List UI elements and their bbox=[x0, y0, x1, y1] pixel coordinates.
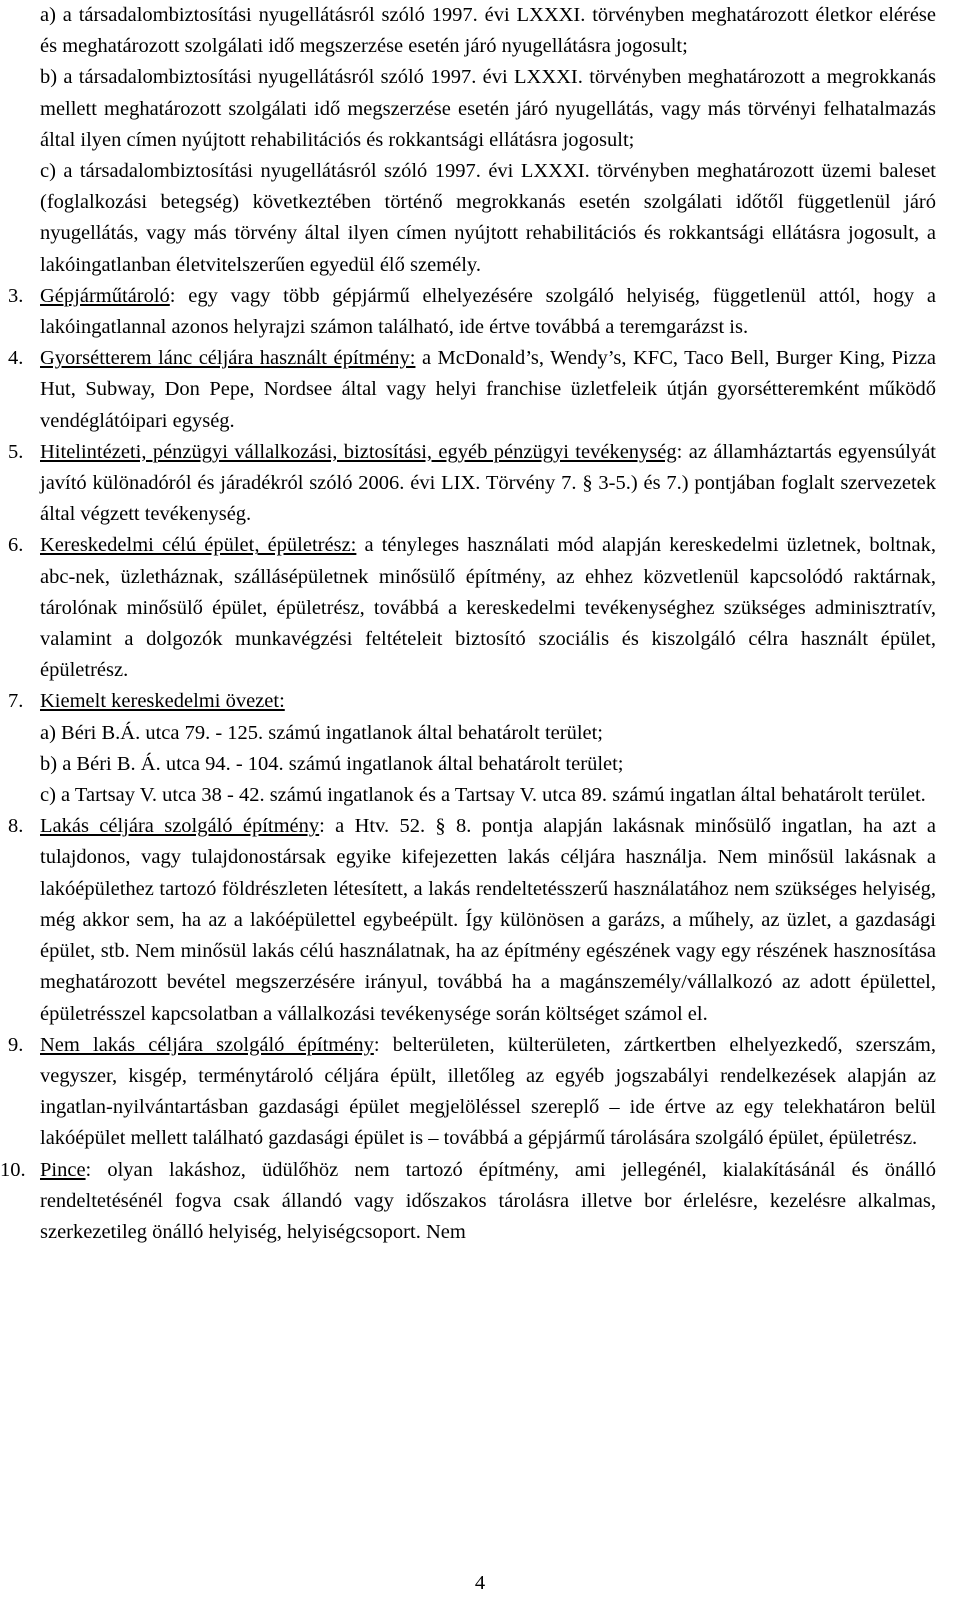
definition-text: : a Htv. 52. § 8. pontja alapján lakásnak minősülő ingatlan, ha azt a tulajdonos, vagy tulajdonostársak egyike kifejezetten lakás céljára használja. Nem minősül lakásnak a lakóépülethez tartozó földrészleten létesített, a lakás rendeltetésszerű használatához nem szükséges helyiség, még akkor sem, ha az a lakóépülettel egybeépült. Így különösen a garázs, a műhely, az üzlet, a gazdasági épület, stb. Nem minősül lakás célú használatnak, ha az építmény egészének vagy egy részének hasznosítása meghatározott bevétel megszerzésére irányul, továbbá ha a magánszemély/vállalkozó az adott épülettel, épületrésszel kapcsolatban a vállalkozási tevékenysége során költséget számol el. bbox=[40, 815, 936, 1025]
item-number: 7. bbox=[8, 690, 24, 713]
page-number: 4 bbox=[474, 1572, 486, 1594]
definition-text: : az államháztartás egyensúlyát javító különadóról és járadékról szóló 2006. évi LIX. Törvény 7. § 3-5.) és 7.) pontjában foglalt szervezetek által végzett tevékenység. bbox=[40, 440, 936, 526]
clause-a: a) a társadalombiztosítási nyugellátásról szóló 1997. évi LXXXI. törvényben meghatározott életkor elérése és meghatározott szolgálati idő megszerzése esetén járó nyugellátásra jogosult; bbox=[40, 4, 936, 58]
definition-item-3 bbox=[8, 281, 936, 343]
definition-term: Lakás céljára szolgáló építmény bbox=[40, 815, 320, 838]
definition-item-4 bbox=[8, 343, 936, 437]
definition-term: Nem lakás céljára szolgáló építmény bbox=[40, 1033, 374, 1056]
item-number: 5. bbox=[8, 440, 24, 463]
definition-term: Kereskedelmi célú épület, épületrész: bbox=[40, 534, 357, 557]
item-number: 4. bbox=[8, 347, 24, 370]
zone-item-b: b) a Béri B. Á. utca 94. - 104. számú ingatlanok által behatárolt terület; bbox=[40, 752, 624, 775]
definition-item-5 bbox=[8, 437, 936, 531]
definition-item-8 bbox=[8, 811, 936, 1029]
item-number: 10. bbox=[0, 1158, 26, 1181]
definition-text: a tényleges használati mód alapján kereskedelmi üzletnek, boltnak, abc-nek, üzletháznak, szállásépületnek minősülő építmény, az ehhez közvetlenül kapcsolódó raktárnak, tárolónak minősülő épület, épületrész, továbbá a kereskedelmi tevékenységhez szükséges adminisztratív, valamint a dolgozók munkavégzési feltételeit biztosító szociális és kiszolgáló célra használt épület, épületrész. bbox=[40, 534, 936, 682]
item-number: 9. bbox=[8, 1033, 24, 1056]
definition-text: : belterületen, külterületen, zártkertben elhelyezkedő, szerszám, vegyszer, kisgép, terménytároló céljára épült, illetőleg az egyéb jogszabályi rendelkezések alapján az ingatlan-nyilvántartásban gazdasági épület megjelöléssel szereplő – ide értve az egy telekhatáron belül lakóépület mellett található gazdasági épület is – továbbá a gépjármű tárolására szolgáló épület, épületrész. bbox=[40, 1033, 936, 1150]
clause-b: b) a társadalombiztosítási nyugellátásról szóló 1997. évi LXXXI. törvényben meghatározott a megrokkanás mellett meghatározott szolgálati idő megszerzése esetén járó nyugellátás, vagy más törvényi felhatalmazás által ilyen címen nyújtott rehabilitációs és rokkantsági ellátásra jogosult; bbox=[40, 66, 936, 151]
definition-text: a McDonald’s, Wendy’s, KFC, Taco Bell, Burger King, Pizza Hut, Subway, Don Pepe, Nordsee által vagy helyi franchise üzletfeleik útján gyorsétteremként működő vendéglátóipari egység. bbox=[40, 347, 936, 432]
definition-term: Kiemelt kereskedelmi övezet: bbox=[40, 690, 285, 713]
item-number: 3. bbox=[8, 284, 24, 307]
zone-item-a: a) Béri B.Á. utca 79. - 125. számú ingatlanok által behatárolt terület; bbox=[40, 721, 603, 744]
item-number: 6. bbox=[8, 534, 24, 557]
definition-term: Pince bbox=[40, 1158, 86, 1181]
zone-item-c: c) a Tartsay V. utca 38 - 42. számú ingatlanok és a Tartsay V. utca 89. számú ingatlan által behatárolt terület. bbox=[40, 784, 926, 807]
item-number: 8. bbox=[8, 815, 24, 838]
definition-term: Hitelintézeti, pénzügyi vállalkozási, biztosítási, egyéb pénzügyi tevékenység bbox=[40, 440, 677, 463]
definition-text: : olyan lakáshoz, üdülőhöz nem tartozó építmény, ami jellegénél, kialakításánál és önálló rendeltetésénél fogva csak állandó vagy időszakos tárolásra illetve bor érlelésre, kezelésre alkalmas, szerkezetileg önálló helyiség, helyiségcsoport. Nem bbox=[40, 1158, 936, 1243]
clause-c: c) a társadalombiztosítási nyugellátásról szóló 1997. évi LXXXI. törvényben meghatározott üzemi baleset (foglalkozási betegség) következtében történő megrokkanás esetén szolgálati időtől függetlenül járó nyugellátás, vagy más törvény által ilyen címen nyújtott rehabilitációs és rokkantsági ellátásra jogosult, a lakóingatlanban életvitelszerűen egyedül élő személy. bbox=[40, 160, 936, 276]
definition-item-6 bbox=[8, 530, 936, 686]
definition-item-10 bbox=[0, 1155, 936, 1249]
definition-item-7 bbox=[8, 686, 936, 811]
definition-item-9 bbox=[8, 1030, 936, 1155]
definition-term: Gépjárműtároló bbox=[40, 284, 170, 307]
definition-term: Gyorsétterem lánc céljára használt építmény: bbox=[40, 347, 416, 370]
definition-text: : egy vagy több gépjármű elhelyezésére szolgáló helyiség, függetlenül attól, hogy a lakóingatlannal azonos helyrajzi számon található, ide értve továbbá a teremgarázst is. bbox=[40, 284, 936, 339]
